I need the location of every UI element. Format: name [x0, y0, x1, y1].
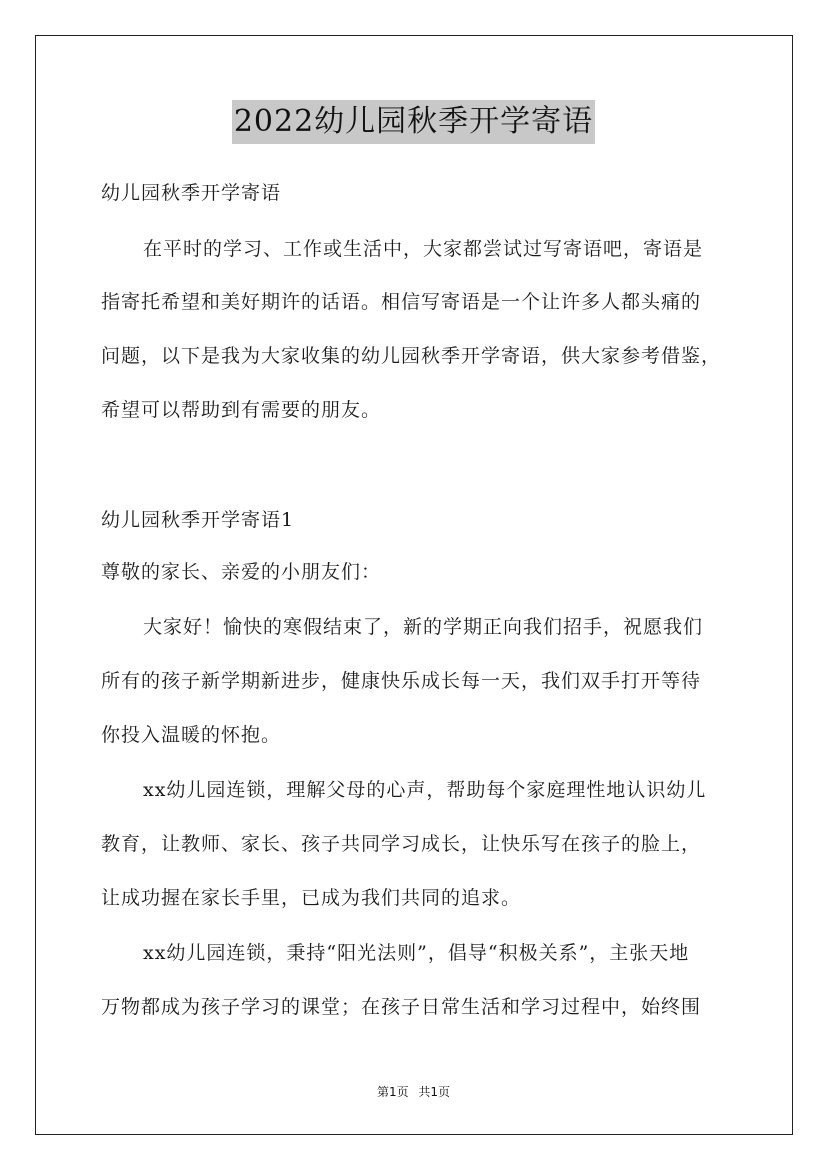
paragraph-line: 万物都成为孩子学习的课堂；在孩子日常生活和学习过程中，始终围 [101, 996, 702, 1018]
paragraph-line: 教育，让教师、家长、孩子共同学习成长，让快乐写在孩子的脸上， [101, 833, 702, 855]
page-total: 共1页 [418, 1085, 451, 1099]
page-number: 第1页 [376, 1085, 409, 1099]
paragraph-line: 大家好！愉快的寒假结束了，新的学期正向我们招手，祝愿我们 [143, 616, 704, 638]
paragraph-line: 你投入温暖的怀抱。 [101, 724, 282, 746]
section-heading: 幼儿园秋季开学寄语1 [101, 509, 295, 531]
document-title: 2022幼儿园秋季开学寄语 [232, 100, 595, 144]
subtitle-line: 幼儿园秋季开学寄语 [101, 182, 282, 204]
paragraph-line: xx幼儿园连锁，理解父母的心声，帮助每个家庭理性地认识幼儿 [143, 779, 707, 801]
paragraph-line: 让成功握在家长手里，已成为我们共同的追求。 [101, 887, 522, 909]
page-footer [0, 1083, 827, 1100]
paragraph-line: 在平时的学习、工作或生活中，大家都尝试过写寄语吧，寄语是 [143, 238, 704, 260]
paragraph-line: xx幼儿园连锁，秉持“阳光法则”，倡导“积极关系”，主张天地 [143, 942, 690, 964]
paragraph-line: 指寄托希望和美好期许的话语。相信写寄语是一个让许多人都头痛的 [101, 291, 702, 313]
paragraph-line: 所有的孩子新学期新进步，健康快乐成长每一天，我们双手打开等待 [101, 670, 702, 692]
salutation-line: 尊敬的家长、亲爱的小朋友们： [101, 561, 382, 583]
paragraph-line: 问题，以下是我为大家收集的幼儿园秋季开学寄语，供大家参考借鉴， [101, 345, 722, 367]
title-wrap [0, 100, 827, 144]
paragraph-line: 希望可以帮助到有需要的朋友。 [101, 399, 382, 421]
